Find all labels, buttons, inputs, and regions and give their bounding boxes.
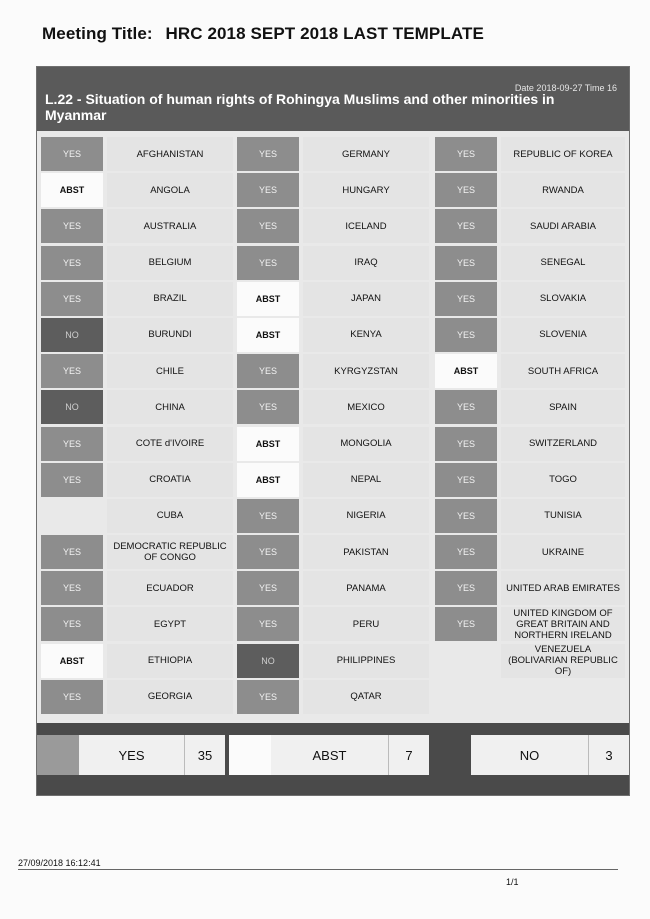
vote-cell: YES — [41, 282, 103, 316]
country-name: PHILIPPINES — [303, 644, 429, 678]
country-name: SAUDI ARABIA — [501, 209, 625, 243]
vote-cell: NO — [41, 318, 103, 352]
vote-cell: YES — [41, 680, 103, 714]
country-name: VENEZUELA (BOLIVARIAN REPUBLIC OF) — [501, 644, 625, 678]
vote-cell: YES — [435, 137, 497, 171]
vote-cell: YES — [41, 463, 103, 497]
country-name: RWANDA — [501, 173, 625, 207]
vote-cell: YES — [237, 173, 299, 207]
country-name: HUNGARY — [303, 173, 429, 207]
country-name: AFGHANISTAN — [107, 137, 233, 171]
country-name: NEPAL — [303, 463, 429, 497]
page-number: 1/1 — [506, 877, 519, 887]
total-abst — [229, 735, 429, 775]
country-name: SLOVAKIA — [501, 282, 625, 316]
vote-cell: YES — [237, 607, 299, 641]
vote-cell: YES — [41, 137, 103, 171]
total-no-count: 3 — [588, 735, 629, 775]
abst-swatch — [229, 735, 271, 775]
resolution-banner — [37, 67, 629, 131]
country-name: CROATIA — [107, 463, 233, 497]
country-name: MONGOLIA — [303, 427, 429, 461]
vote-cell: YES — [237, 571, 299, 605]
vote-cell: YES — [41, 427, 103, 461]
country-name: COTE d'IVOIRE — [107, 427, 233, 461]
vote-cell: YES — [435, 463, 497, 497]
vote-cell: ABST — [237, 427, 299, 461]
total-no — [471, 735, 629, 775]
country-name: EGYPT — [107, 607, 233, 641]
country-name: GERMANY — [303, 137, 429, 171]
country-name: PERU — [303, 607, 429, 641]
footer-timestamp: 27/09/2018 16:12:41 — [18, 858, 101, 868]
country-name: CUBA — [107, 499, 233, 533]
country-name: REPUBLIC OF KOREA — [501, 137, 625, 171]
vote-cell: YES — [41, 354, 103, 388]
country-name: UNITED ARAB EMIRATES — [501, 571, 625, 605]
country-name: DEMOCRATIC REPUBLIC OF CONGO — [107, 535, 233, 569]
vote-cell: ABST — [237, 282, 299, 316]
resolution-title: L.22 - Situation of human rights of Rohingya Muslims and other minorities in Myanmar — [45, 91, 555, 123]
vote-cell: YES — [41, 607, 103, 641]
vote-cell: YES — [237, 246, 299, 280]
country-name: SOUTH AFRICA — [501, 354, 625, 388]
vote-cell: YES — [435, 499, 497, 533]
vote-cell: YES — [41, 246, 103, 280]
vote-cell: YES — [435, 390, 497, 424]
country-name: KENYA — [303, 318, 429, 352]
vote-cell: NO — [41, 390, 103, 424]
total-no-label: NO — [519, 747, 540, 763]
country-name: CHILE — [107, 354, 233, 388]
country-name: ECUADOR — [107, 571, 233, 605]
country-name: MEXICO — [303, 390, 429, 424]
vote-cell: YES — [435, 571, 497, 605]
total-yes — [37, 735, 225, 775]
country-name: SLOVENIA — [501, 318, 625, 352]
footer-divider — [18, 869, 618, 870]
total-abst-label: ABST — [312, 747, 347, 763]
country-name: ETHIOPIA — [107, 644, 233, 678]
vote-cell: YES — [435, 282, 497, 316]
country-name: KYRGYZSTAN — [303, 354, 429, 388]
meeting-title-value: HRC 2018 SEPT 2018 LAST TEMPLATE — [165, 24, 484, 43]
country-name: BURUNDI — [107, 318, 233, 352]
vote-cell: YES — [237, 499, 299, 533]
country-name: SENEGAL — [501, 246, 625, 280]
country-name: ICELAND — [303, 209, 429, 243]
vote-cell: YES — [435, 209, 497, 243]
country-name: AUSTRALIA — [107, 209, 233, 243]
vote-cell: ABST — [435, 354, 497, 388]
vote-cell: YES — [41, 209, 103, 243]
vote-totals — [37, 723, 629, 795]
vote-cell: YES — [435, 607, 497, 641]
resolution-date: Date 2018-09-27 Time 16 — [514, 83, 617, 93]
vote-cell — [41, 499, 103, 533]
vote-cell: YES — [237, 209, 299, 243]
country-name: QATAR — [303, 680, 429, 714]
total-yes-count: 35 — [184, 735, 225, 775]
vote-cell: YES — [435, 246, 497, 280]
country-name: SWITZERLAND — [501, 427, 625, 461]
country-name: PANAMA — [303, 571, 429, 605]
vote-cell: YES — [41, 535, 103, 569]
country-name: TUNISIA — [501, 499, 625, 533]
country-name: NIGERIA — [303, 499, 429, 533]
total-yes-label: YES — [118, 747, 145, 763]
vote-cell: ABST — [41, 644, 103, 678]
vote-cell: YES — [435, 318, 497, 352]
country-name: UNITED KINGDOM OF GREAT BRITAIN AND NORTHERN IRELAND — [501, 607, 625, 641]
vote-cell: YES — [237, 137, 299, 171]
meeting-title-label: Meeting Title: — [42, 24, 153, 43]
country-name: TOGO — [501, 463, 625, 497]
vote-cell: YES — [237, 680, 299, 714]
vote-cell: ABST — [41, 173, 103, 207]
yes-swatch — [37, 735, 79, 775]
vote-cell: YES — [435, 173, 497, 207]
country-name: UKRAINE — [501, 535, 625, 569]
vote-cell: ABST — [237, 318, 299, 352]
country-name: BRAZIL — [107, 282, 233, 316]
vote-cell: YES — [237, 535, 299, 569]
country-name: ANGOLA — [107, 173, 233, 207]
vote-cell: YES — [435, 427, 497, 461]
country-name: PAKISTAN — [303, 535, 429, 569]
vote-cell: YES — [237, 354, 299, 388]
vote-cell: YES — [237, 390, 299, 424]
country-name: BELGIUM — [107, 246, 233, 280]
vote-cell: NO — [237, 644, 299, 678]
vote-sheet — [36, 66, 630, 796]
meeting-title — [42, 24, 484, 44]
country-name: SPAIN — [501, 390, 625, 424]
country-name: IRAQ — [303, 246, 429, 280]
vote-cell: YES — [41, 571, 103, 605]
vote-cell: ABST — [237, 463, 299, 497]
vote-cell — [435, 644, 497, 678]
country-name: GEORGIA — [107, 680, 233, 714]
country-name: CHINA — [107, 390, 233, 424]
country-name: JAPAN — [303, 282, 429, 316]
total-abst-count: 7 — [388, 735, 429, 775]
vote-cell: YES — [435, 535, 497, 569]
